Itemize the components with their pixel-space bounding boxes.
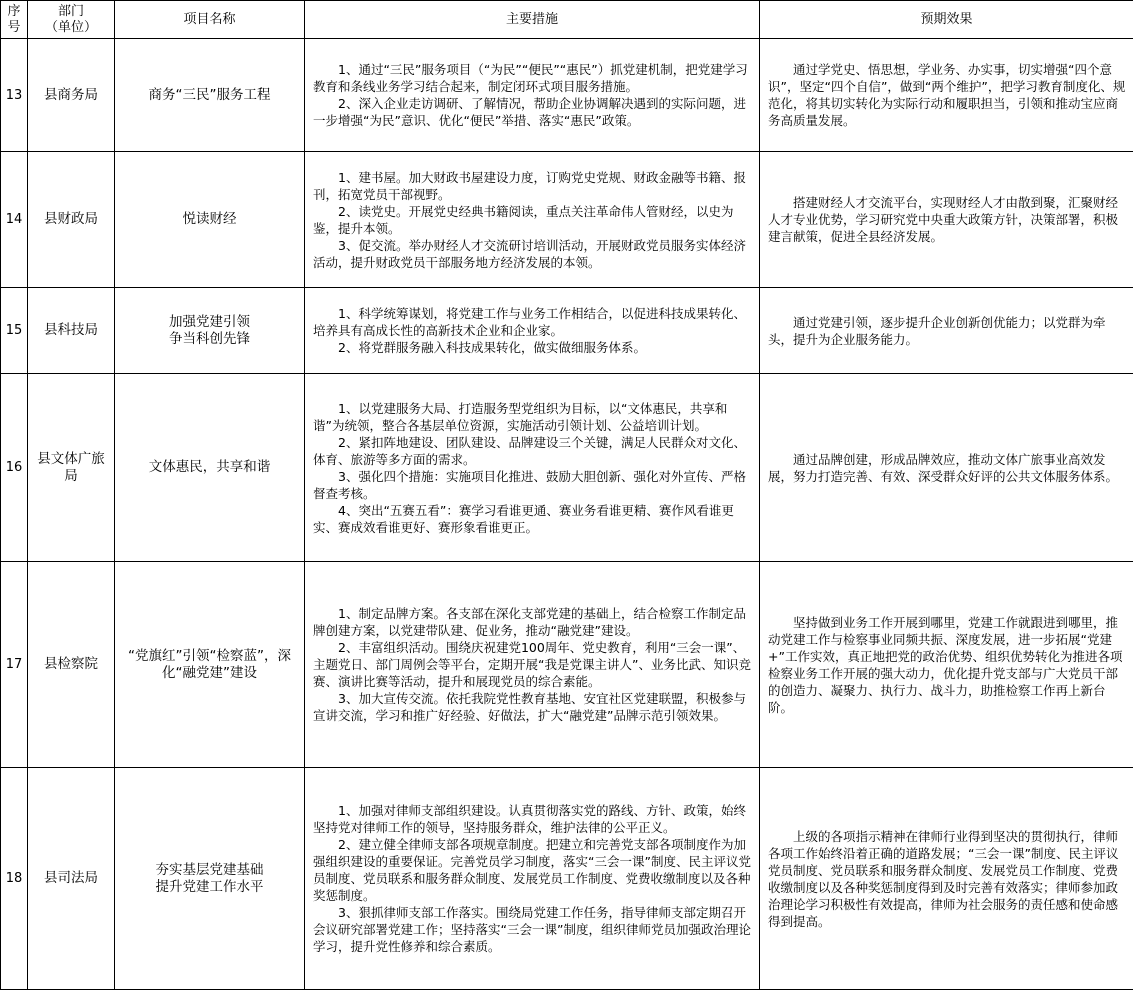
row-effects [760,768,1133,990]
row-dept: 县司法局 [28,768,115,990]
row-project: 商务“三民”服务工程 [115,39,305,152]
measure-item: 2、深入企业走访调研、了解情况，帮助企业协调解决遇到的实际问题，进一步增强“为民”意识、优化“便民”举措、落实“惠民”政策。 [313,95,753,129]
row-measures [305,152,760,288]
measure-item: 1、加强对律师支部组织建设。认真贯彻落实党的路线、方针、政策，始终坚持党对律师工作的领导，坚持服务群众，维护法律的公平正义。 [313,802,753,836]
effect-text: 通过品牌创建，形成品牌效应，推动文体广旅事业高效发展，努力打造完善、有效、深受群众好评的公共文体服务体系。 [768,451,1127,485]
measure-item: 3、促交流。举办财经人才交流研讨培训活动，开展财政党员服务实体经济活动，提升财政党员干部服务地方经济发展的本领。 [313,237,753,271]
table-row [1,374,1133,562]
row-effects [760,39,1133,152]
table-body [1,39,1133,990]
row-measures [305,562,760,768]
row-dept: 县财政局 [28,152,115,288]
header-effects: 预期效果 [760,1,1133,39]
effect-text: 上级的各项指示精神在律师行业得到坚决的贯彻执行，律师各项工作始终沿着正确的道路发展；“三会一课”制度、民主评议党员制度、党员联系和服务群众制度、发展党员工作制度、党费收缴制度以及各种奖惩制度得到及时完善有效落实；律师参加政治理论学习积极性有效提高，律师为社会服务的责任感和使命感得到提高。 [768,828,1127,930]
measure-item: 3、狠抓律师支部工作落实。围绕局党建工作任务，指导律师支部定期召开会议研究部署党建工作；坚持落实“三会一课”制度，组织律师党员加强政治理论学习，提升党性修养和综合素质。 [313,904,753,955]
table-row [1,39,1133,152]
row-project: “党旗红”引领“检察蓝”，深化“融党建”建设 [115,562,305,768]
measure-item: 4、突出“五赛五看”：赛学习看谁更通、赛业务看谁更精、赛作风看谁更实、赛成效看谁更好、赛形象看谁更正。 [313,502,753,536]
row-measures [305,374,760,562]
effect-text: 坚持做到业务工作开展到哪里，党建工作就跟进到哪里，推动党建工作与检察事业同频共振、深度发展，进一步拓展“党建+”工作实效，真正地把党的政治优势、组织优势转化为推进各项检察业务工作开展的强大动力，优化提升党支部与广大党员干部的创造力、凝聚力、执行力、战斗力，助推检察工作再上新台阶。 [768,614,1127,716]
row-measures [305,288,760,374]
row-seq: 18 [1,768,28,990]
table-row [1,768,1133,990]
row-dept: 县文体广旅 局 [28,374,115,562]
table-row [1,562,1133,768]
measure-item: 3、强化四个措施：实施项目化推进、鼓励大胆创新、强化对外宣传、严格督查考核。 [313,468,753,502]
measure-item: 3、加大宣传交流。依托我院党性教育基地、安宜社区党建联盟，积极参与宣讲交流，学习和推广好经验、好做法，扩大“融党建”品牌示范引领效果。 [313,690,753,724]
row-project: 悦读财经 [115,152,305,288]
row-project: 夯实基层党建基础 提升党建工作水平 [115,768,305,990]
header-row [1,1,1133,39]
row-effects [760,562,1133,768]
measure-item: 2、紧扣阵地建设、团队建设、品牌建设三个关键，满足人民群众对文化、体育、旅游等多方面的需求。 [313,434,753,468]
effect-text: 通过学党史、悟思想，学业务、办实事，切实增强“四个意识”，坚定“四个自信”，做到“两个维护”，把学习教育制度化、规范化，将其切实转化为实际行动和履职担当，引领和推动宝应商务高质量发展。 [768,61,1127,129]
measure-item: 2、建立健全律师支部各项规章制度。把建立和完善党支部各项制度作为加强组织建设的重要保证。完善党员学习制度，落实“三会一课”制度、民主评议党员制度、党员联系和服务群众制度、发展党员工作制度、党费收缴制度以及各种奖惩制度。 [313,836,753,904]
row-effects [760,374,1133,562]
row-dept: 县检察院 [28,562,115,768]
row-seq: 15 [1,288,28,374]
header-project: 项目名称 [115,1,305,39]
measure-item: 1、科学统筹谋划，将党建工作与业务工作相结合，以促进科技成果转化、培养具有高成长性的高新技术企业和企业家。 [313,305,753,339]
measure-item: 2、将党群服务融入科技成果转化，做实做细服务体系。 [313,339,753,356]
measure-item: 1、以党建服务大局、打造服务型党组织为目标，以“文体惠民，共享和谐”为统领，整合各基层单位资源，实施活动引领计划、公益培训计划。 [313,400,753,434]
effect-text: 搭建财经人才交流平台，实现财经人才由散到聚，汇聚财经人才专业优势，学习研究党中央重大政策方针，决策部署，积极建言献策，促进全县经济发展。 [768,194,1127,245]
measure-item: 2、丰富组织活动。围绕庆祝建党100周年、党史教育，利用“三会一课”、主题党日、部门周例会等平台，定期开展“我是党课主讲人”、业务比武、知识竞赛、演讲比赛等活动，提升和展现党员的综合素能。 [313,639,753,690]
row-project: 文体惠民，共享和谐 [115,374,305,562]
row-seq: 16 [1,374,28,562]
table-row [1,152,1133,288]
row-dept: 县商务局 [28,39,115,152]
row-seq: 17 [1,562,28,768]
row-seq: 13 [1,39,28,152]
measure-item: 2、读党史。开展党史经典书籍阅读，重点关注革命伟人管财经，以史为鉴，提升本领。 [313,203,753,237]
measure-item: 1、制定品牌方案。各支部在深化支部党建的基础上，结合检察工作制定品牌创建方案，以党建带队建、促业务，推动“融党建”建设。 [313,605,753,639]
row-measures [305,39,760,152]
row-project: 加强党建引领 争当科创先锋 [115,288,305,374]
row-measures [305,768,760,990]
header-seq: 序 号 [1,1,28,39]
effect-text: 通过党建引领，逐步提升企业创新创优能力；以党群为牵头，提升为企业服务能力。 [768,314,1127,348]
row-effects [760,288,1133,374]
header-measures: 主要措施 [305,1,760,39]
row-dept: 县科技局 [28,288,115,374]
header-dept: 部门 （单位） [28,1,115,39]
measure-item: 1、通过“三民”服务项目（“为民”“便民”“惠民”）抓党建机制，把党建学习教育和条线业务学习结合起来，制定闭环式项目服务措施。 [313,61,753,95]
measure-item: 1、建书屋。加大财政书屋建设力度，订购党史党规、财政金融等书籍、报刊，拓宽党员干部视野。 [313,169,753,203]
row-seq: 14 [1,152,28,288]
table-row [1,288,1133,374]
row-effects [760,152,1133,288]
